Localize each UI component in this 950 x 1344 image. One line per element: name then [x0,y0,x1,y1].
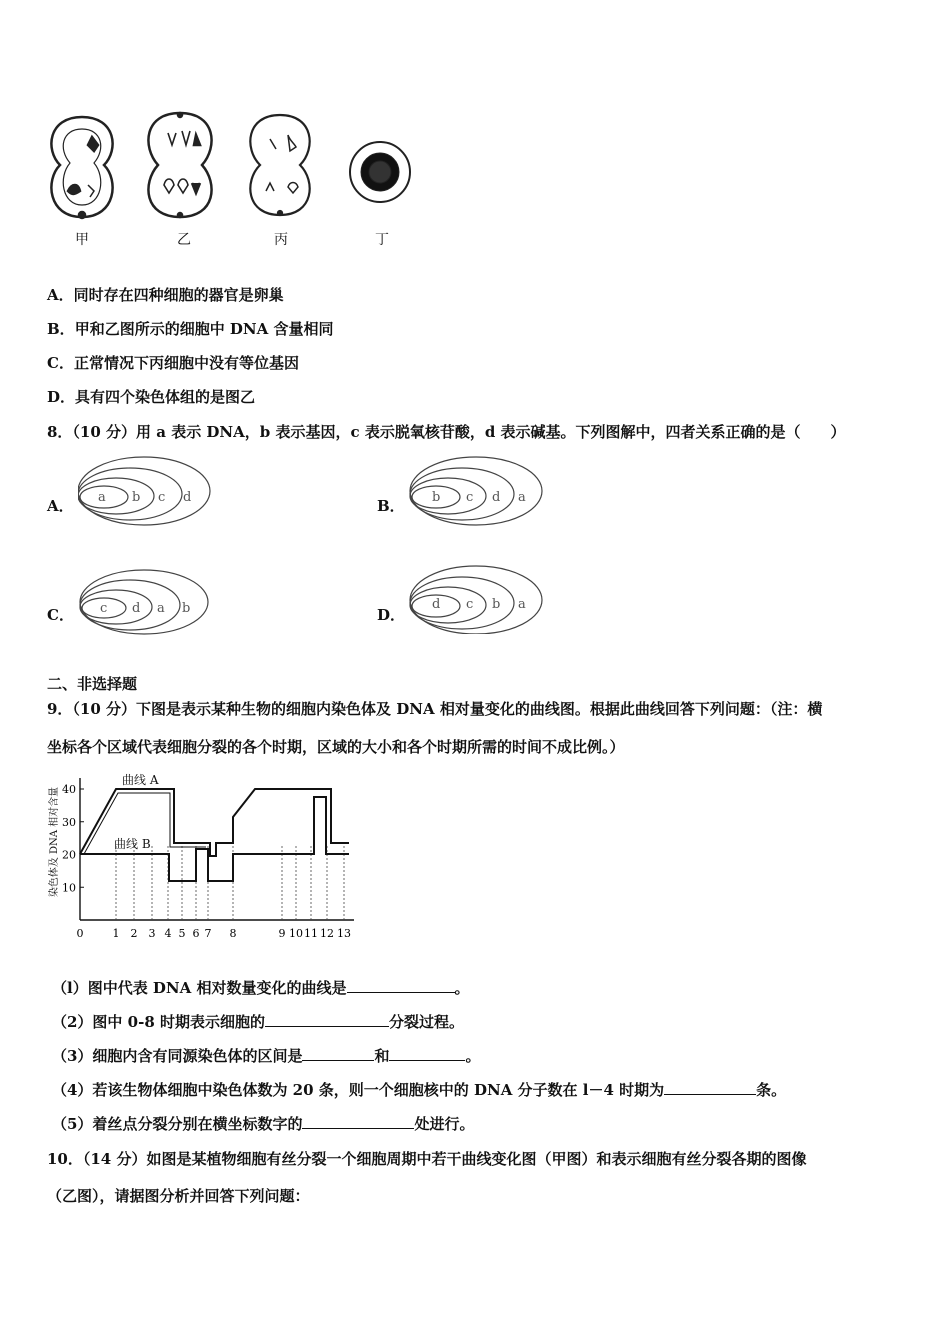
cell-jia [51,117,112,218]
q7-option-c-letter: C． [47,354,74,372]
q8-a-label-3: c [158,490,166,505]
q8-c-label-4: b [182,601,191,616]
x-tick-label-0: 0 [76,927,84,940]
chart-dotted-guides [116,846,344,920]
x-tick-label-3: 3 [148,927,156,940]
q9-sub1-prefix: （l）图中代表 DNA 相对数量变化的曲线是 [52,979,347,997]
q9-sub5 [52,1114,474,1134]
q8-c-label-3: a [157,601,165,616]
q9-sub2-blank[interactable] [265,1012,389,1027]
cell-ding [350,142,410,202]
q7-option-b-text: 甲和乙图所示的细胞中 DNA 含量相同 [74,320,334,338]
q9-chart [44,770,364,945]
cell-label-bing: 丙 [274,232,288,248]
x-tick-label-2: 2 [130,927,138,940]
curve-b-label: 曲线 B [114,837,151,851]
x-tick-label-7: 7 [204,927,212,940]
cell-yi [148,113,211,217]
q9-sub3 [52,1046,480,1066]
cell-label-ding: 丁 [375,232,389,248]
q9-sub3-middle: 和 [374,1047,390,1065]
q7-option-a-letter: A． [47,286,74,304]
x-tick-label-12: 12 [320,927,334,940]
q8-option-b-letter: B． [377,497,405,515]
q9-sub1-suffix: 。 [454,979,470,997]
y-tick-label-10: 10 [62,881,76,895]
q8-d-label-2: c [466,597,474,612]
curve-a-label: 曲线 A [122,773,159,787]
cell-label-yi: 乙 [177,232,191,248]
x-tick-label-1: 1 [112,927,120,940]
q7-option-d [47,387,255,407]
q8-c-label-2: d [132,601,141,616]
q8-option-b-diagram [408,455,548,527]
q8-b-label-3: d [492,490,501,505]
q7-option-d-text: 具有四个染色体组的是图乙 [75,388,256,406]
q9-sub4-prefix: （4）若该生物体细胞中染色体数为 20 条，则一个细胞核中的 DNA 分子数在 l－4 时期为 [52,1081,665,1099]
q8-option-c-diagram [78,566,218,638]
q9-sub2 [52,1012,464,1032]
q8-a-label-1: a [98,490,106,505]
q9-sub3-prefix: （3）细胞内含有同源染色体的区间是 [52,1047,303,1065]
x-tick-label-8: 8 [229,927,237,940]
x-tick-label-9: 9 [278,927,286,940]
q7-option-c-text: 正常情况下丙细胞中没有等位基因 [73,354,299,372]
q10-stem-line1: 10．（14 分）如图是某植物细胞有丝分裂一个细胞周期中若干曲线变化图（甲图）和表示细胞有丝分裂各期的图像 [47,1150,807,1168]
q7-option-c [47,353,299,373]
q7-option-a [47,285,284,305]
q9-stem-line1: 9．（10 分）下图是表示某种生物的细胞内染色体及 DNA 相对量变化的曲线图。根据此曲线回答下列问题：（注：横 [47,700,823,718]
y-tick-label-30: 30 [62,815,76,829]
q8-d-label-1: d [432,597,441,612]
q8-a-label-2: b [132,490,141,505]
q7-option-b-letter: B． [47,320,75,338]
q9-sub5-prefix: （5）着丝点分裂分别在横坐标数字的 [52,1115,303,1133]
x-tick-label-4: 4 [164,927,172,940]
q10-stem-line2: （乙图），请据图分析并回答下列问题： [47,1187,310,1205]
chart-ylabel: 染色体及 DNA 相对含量 [49,786,60,898]
cell-bing [250,115,309,215]
q7-option-a-text: 同时存在四种细胞的器官是卵巢 [73,286,284,304]
q7-option-d-letter: D． [47,388,76,406]
q8-option-c-letter: C． [47,606,74,624]
q9-sub2-suffix: 分裂过程。 [388,1013,464,1031]
q9-sub3-blank1[interactable] [302,1046,374,1061]
x-tick-label-10: 10 [289,927,303,940]
q9-sub4-blank[interactable] [664,1080,756,1095]
q8-b-label-1: b [432,490,441,505]
q9-sub5-suffix: 处进行。 [414,1115,475,1133]
q8-d-label-3: b [492,597,501,612]
q8-option-a-diagram [78,455,218,527]
y-tick-label-20: 20 [62,848,76,862]
q9-sub1-blank[interactable] [347,978,455,993]
q9-stem-line2: 坐标各个区域代表细胞分裂的各个时期，区域的大小和各个时期所需的时间不成比例。） [47,738,625,756]
q9-sub4 [52,1080,786,1100]
q8-stem: 8．（10 分）用 a 表示 DNA，b 表示基因，c 表示脱氧核苷酸，d 表示碱基。下列图解中，四者关系正确的是（ ） [47,423,846,441]
q8-d-label-4: a [518,597,526,612]
y-tick-label-40: 40 [62,783,76,796]
cell-division-figure [40,105,440,255]
q9-sub4-suffix: 条。 [756,1081,787,1099]
q9-sub1 [52,978,470,998]
q9-sub2-prefix: （2）图中 0-8 时期表示细胞的 [52,1013,265,1031]
chart-x-ticks [77,927,352,940]
q8-a-label-4: d [183,490,192,505]
q8-b-label-4: a [518,490,526,505]
x-tick-label-11: 11 [304,927,318,940]
q8-c-label-1: c [100,601,108,616]
x-tick-label-5: 5 [178,927,186,940]
q9-sub3-blank2[interactable] [389,1046,465,1061]
section2-title: 二、非选择题 [47,675,138,693]
q7-option-b [47,319,334,339]
x-tick-label-13: 13 [337,927,351,940]
q8-b-label-2: c [466,490,474,505]
q8-option-d-diagram [408,562,548,634]
x-tick-label-6: 6 [192,927,200,940]
q9-sub5-blank[interactable] [302,1114,414,1129]
cell-label-jia: 甲 [75,232,89,248]
q8-option-d-letter: D． [377,606,406,624]
q8-option-a-letter: A． [47,497,74,515]
q9-sub3-suffix: 。 [465,1047,481,1065]
